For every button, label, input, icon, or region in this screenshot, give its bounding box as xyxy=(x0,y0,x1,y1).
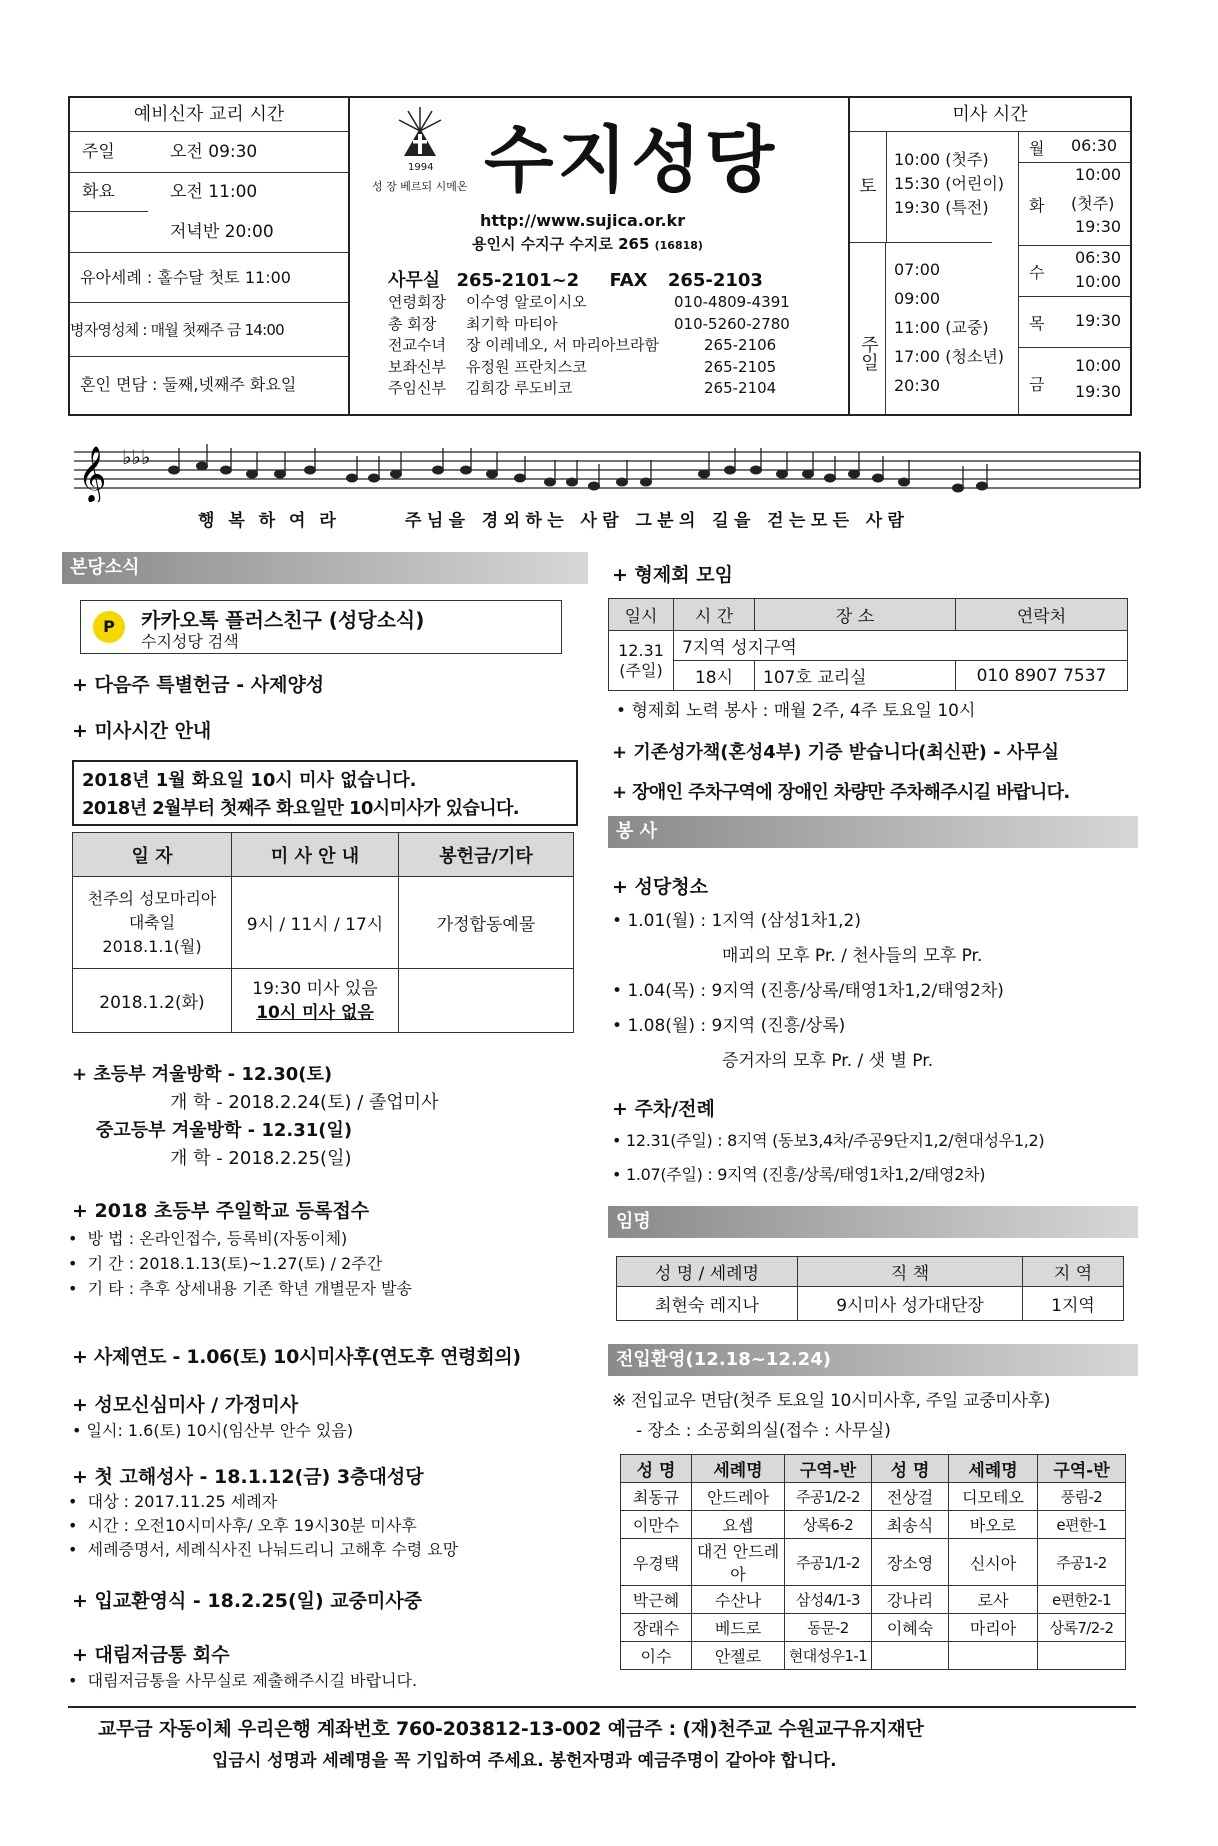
table-row: 18시 107호 교리실 010 8907 7537 xyxy=(609,661,1128,691)
note-head xyxy=(751,466,762,474)
list-item: • 방 법 : 온라인접수, 등록비(자동이체) xyxy=(68,1229,348,1248)
contact-row: 주임신부 김희강 루도비코 265-2104 xyxy=(388,379,777,397)
table-cell: 전상걸 xyxy=(872,1483,949,1511)
table-row xyxy=(621,1483,1126,1511)
table-row xyxy=(621,1586,1126,1614)
brotherhood-table xyxy=(608,598,1128,691)
table-row: 천주의 성모마리아 대축일 2018.1.1(월) 9시 / 11시 / 17시 가정합동예물 xyxy=(73,877,574,969)
weekday-row: 화 10:00 (첫주) 19:30 xyxy=(1019,163,1131,246)
weekday-row: 금 10:00 19:30 xyxy=(1029,356,1122,401)
heart-mass-bullet: • 일시: 1.6(토) 10시(임산부 안수 있음) xyxy=(72,1421,354,1440)
svg-text:♭♭♭: ♭♭♭ xyxy=(122,445,151,469)
contact-row: 전교수녀 장 이레네오, 서 마리아브라함 265-2106 xyxy=(388,336,777,354)
table-cell: 디모테오 xyxy=(949,1483,1038,1511)
sunday-school-list xyxy=(68,1226,412,1301)
infant-baptism: 유아세례 : 홀수달 첫토 11:00 xyxy=(70,253,348,303)
note-head xyxy=(641,478,652,486)
table-cell: 주공1-2 xyxy=(1038,1539,1126,1586)
table-header-row: 성 명 세례명 구역-반 성 명 세례명 구역-반 xyxy=(621,1455,1126,1483)
table-cell: 장소영 xyxy=(872,1539,949,1586)
table-header-row: 성 명 / 세례명 직 책 지 역 xyxy=(617,1257,1124,1287)
weekday-row: 수 06:30 10:00 xyxy=(1019,246,1131,297)
table-cell: 최동규 xyxy=(621,1483,692,1511)
list-item: • 대상 : 2017.11.25 세례자 xyxy=(68,1492,278,1511)
parking-liturgy-list xyxy=(612,1124,1044,1192)
header-box xyxy=(68,96,1132,416)
table-cell: 강나리 xyxy=(872,1586,949,1614)
table-row: 최현숙 레지나 9시미사 성가대단장 1지역 xyxy=(617,1287,1124,1321)
note-head xyxy=(169,466,180,474)
confession-title: + 첫 고해성사 - 18.1.12(금) 3층대성당 xyxy=(72,1466,424,1488)
note-head xyxy=(391,470,402,478)
table-cell: 이수 xyxy=(621,1642,692,1670)
table-cell: 이혜숙 xyxy=(872,1614,949,1642)
table-cell: 마리아 xyxy=(949,1614,1038,1642)
logo-year: 1994 xyxy=(408,162,434,173)
table-cell: 최송식 xyxy=(872,1511,949,1539)
list-item: • 기 간 : 2018.1.13(토)~1.27(토) / 2주간 xyxy=(68,1254,383,1273)
table-cell: 로사 xyxy=(949,1586,1038,1614)
table-row xyxy=(621,1614,1126,1642)
kakao-plus-icon: P xyxy=(93,611,125,643)
logo-caption: 성 장 베르되 시메온 xyxy=(372,180,468,193)
mass-schedule-table xyxy=(72,832,574,1033)
table-row xyxy=(621,1642,1126,1670)
weekday-row: 목 19:30 xyxy=(1019,297,1131,348)
marriage-consult: 혼인 면담 : 둘째,넷째주 화요일 xyxy=(80,375,297,394)
table-cell: 이만수 xyxy=(621,1511,692,1539)
table-cell: 수산나 xyxy=(692,1586,785,1614)
winter-line-3: 중고등부 겨울방학 - 12.31(일) xyxy=(96,1120,353,1141)
note-head xyxy=(275,470,286,478)
note-head xyxy=(699,470,710,478)
note-head xyxy=(825,474,836,482)
disabled-parking: + 장애인 주차구역에 장애인 차량만 주차해주시길 바랍니다. xyxy=(612,782,1070,803)
welcome-note-2: - 장소 : 소공회의실(접수 : 사무실) xyxy=(636,1421,891,1441)
winter-line-1: + 초등부 겨울방학 - 12.30(토) xyxy=(72,1064,333,1085)
table-cell: 삼성4/1-3 xyxy=(785,1586,872,1614)
contact-row: 보좌신부 유정원 프란치스코 265-2105 xyxy=(388,357,777,376)
cleaning-list xyxy=(612,904,1004,1079)
note-head xyxy=(777,470,788,478)
priest-year: + 사제연도 - 1.06(토) 10시미사후(연도후 연령회의) xyxy=(72,1346,521,1368)
table-cell: e편한-1 xyxy=(1038,1511,1126,1539)
note-head xyxy=(369,474,380,482)
sick-communion: 병자영성체 : 매월 첫째주 금 14:00 xyxy=(70,304,348,357)
cleaning-title: + 성당청소 xyxy=(612,876,708,898)
note-head xyxy=(221,466,232,474)
table-cell: 안드레아 xyxy=(692,1483,785,1511)
sunday-school-title: + 2018 초등부 주일학교 등록접수 xyxy=(72,1200,370,1222)
list-item: • 기 타 : 추후 상세내용 기존 학년 개별문자 발송 xyxy=(68,1279,412,1298)
music-staff xyxy=(74,440,1144,502)
note-head xyxy=(347,474,358,482)
mass-guide-title: + 미사시간 안내 xyxy=(72,720,212,742)
sunday-label: 주일 xyxy=(850,243,886,414)
parish-address: 용인시 수지구 수지로 265 (16818) xyxy=(472,235,703,253)
saturday-label: 토 xyxy=(850,132,887,243)
winter-line-4: 개 학 - 2018.2.25(일) xyxy=(170,1148,352,1169)
welcome-table xyxy=(620,1454,1126,1670)
catechism-panel xyxy=(70,98,350,414)
appointment-table xyxy=(616,1256,1124,1321)
table-cell: e편한2-1 xyxy=(1038,1586,1126,1614)
saturday-times: 10:00 (첫주) 15:30 (어린이) 19:30 (특전) xyxy=(894,150,1005,217)
entrance-ceremony: + 입교환영식 - 18.2.25(일) 교중미사중 xyxy=(72,1590,423,1612)
mass-notice-box xyxy=(72,760,578,826)
table-header-row: 일시 시 간 장 소 연락처 xyxy=(609,599,1128,631)
table-cell: 박근혜 xyxy=(621,1586,692,1614)
section-parish-news: 본당소식 xyxy=(62,552,588,584)
kakao-box[interactable] xyxy=(80,600,562,654)
section-service: 봉 사 xyxy=(608,816,1138,848)
table-cell: 상록6-2 xyxy=(785,1511,872,1539)
table-row xyxy=(621,1511,1126,1539)
note-head xyxy=(247,470,258,478)
footer-rule xyxy=(68,1706,1136,1708)
list-item: 매괴의 모후 Pr. / 천사들의 모후 Pr. xyxy=(722,946,983,966)
note-head xyxy=(953,484,964,492)
section-appointment: 임명 xyxy=(608,1206,1138,1238)
mass-title: 미사 시간 xyxy=(850,98,1130,132)
parking-liturgy-title: + 주차/전례 xyxy=(612,1098,715,1120)
note-head xyxy=(589,482,600,490)
table-cell: 안젤로 xyxy=(692,1642,785,1670)
note-head xyxy=(849,470,860,478)
contact-row: 총 회장 최기학 마티아 010-5260-2780 xyxy=(388,314,790,333)
office-phone: 사무실 265-2101~2 FAX 265-2103 xyxy=(388,270,763,291)
table-header-row: 일 자 미 사 안 내 봉헌금/기타 xyxy=(73,833,574,877)
confession-list xyxy=(68,1490,458,1562)
note-head xyxy=(461,466,472,474)
lyrics-right: 주님을 경외하는 사람 그분의 길을 걷는모든 사람 xyxy=(405,511,910,531)
list-item: 증거자의 모후 Pr. / 샛 별 Pr. xyxy=(722,1051,934,1071)
table-cell: 상록7/2-2 xyxy=(1038,1614,1126,1642)
table-cell: 동문-2 xyxy=(785,1614,872,1642)
catechism-row: 화요 오전 11:00 xyxy=(82,182,258,202)
note-head xyxy=(803,470,814,478)
table-cell xyxy=(1038,1642,1126,1670)
note-head xyxy=(545,478,556,486)
list-item: • 1.07(주일) : 9지역 (진흥/상록/태영1차1,2/태영2차) xyxy=(612,1165,986,1184)
weekday-row: 월 06:30 xyxy=(1019,132,1131,163)
winter-line-2: 개 학 - 2018.2.24(토) / 졸업미사 xyxy=(170,1092,439,1113)
contact-list xyxy=(388,292,838,400)
footer-account: 교무금 자동이체 우리은행 계좌번호 760-203812-13-002 예금주 : (재)천주교 수원교구유지재단 xyxy=(98,1718,924,1740)
list-item: • 1.04(목) : 9지역 (진흥/상록/태영1차1,2/태영2차) xyxy=(612,981,1004,1001)
table-cell: 베드로 xyxy=(692,1614,785,1642)
note-head xyxy=(305,466,316,474)
catechism-title: 예비신자 교리 시간 xyxy=(70,98,348,132)
table-cell xyxy=(872,1642,949,1670)
advent-bullet: • 대림저금통을 사무실로 제출해주시길 바랍니다. xyxy=(68,1671,418,1690)
list-item: • 세례증명서, 세례식사진 나눠드리니 고해후 수령 요망 xyxy=(68,1540,459,1559)
table-row: 12.31 (주일) 7지역 성지구역 xyxy=(609,631,1128,661)
list-item: • 12.31(주일) : 8지역 (동보3,4차/주공9단지1,2/현대성우1,2) xyxy=(612,1131,1045,1150)
treble-clef-icon: 𝄞 xyxy=(78,446,107,502)
brotherhood-title: + 형제회 모임 xyxy=(612,564,733,586)
kakao-title: 카카오톡 플러스친구 (성당소식) xyxy=(141,608,425,632)
note-head xyxy=(515,474,526,482)
brotherhood-note: • 형제회 노력 봉사 : 매월 2주, 4주 토요일 10시 xyxy=(616,701,976,721)
note-head xyxy=(567,478,578,486)
list-item: • 1.01(월) : 1지역 (삼성1차1,2) xyxy=(612,911,861,931)
hymnal-donation: + 기존성가책(혼성4부) 기증 받습니다(최신판) - 사무실 xyxy=(612,742,1060,763)
notice-line-1: 2018년 1월 화요일 10시 미사 없습니다. xyxy=(82,770,417,791)
footer-instruction: 입금시 성명과 세례명을 꼭 기입하여 주세요. 봉헌자명과 예금주명이 같아야 합니다. xyxy=(212,1751,837,1771)
welcome-note-1: ※ 전입교우 면담(첫주 토요일 10시미사후, 주일 교중미사후) xyxy=(612,1391,1051,1411)
lyrics-left: 행 복 하 여 라 xyxy=(198,511,340,531)
church-logo-icon xyxy=(390,104,450,158)
table-row: 2018.1.2(화) 19:30 미사 있음 10시 미사 없음 xyxy=(73,969,574,1033)
section-welcome: 전입환영(12.18~12.24) xyxy=(608,1344,1138,1376)
heart-mass-title: + 성모신심미사 / 가정미사 xyxy=(72,1394,299,1416)
parish-url[interactable]: http://www.sujica.or.kr xyxy=(480,211,686,230)
weekday-times xyxy=(1018,132,1131,414)
contact-row: 연령회장 이수영 알로이시오 010-4809-4391 xyxy=(388,293,790,311)
table-cell: 요셉 xyxy=(692,1511,785,1539)
list-item: • 1.08(월) : 9지역 (진흥/상록) xyxy=(612,1016,846,1036)
table-cell: 신시아 xyxy=(949,1539,1038,1586)
parish-info xyxy=(360,98,850,414)
note-head xyxy=(197,462,208,470)
catechism-row: 주일 오전 09:30 xyxy=(70,132,348,173)
parish-name: 수지성당 xyxy=(484,118,779,202)
list-item: • 시간 : 오전10시미사후/ 오후 19시30분 미사후 xyxy=(68,1516,417,1535)
note-head xyxy=(977,482,988,490)
note-head xyxy=(899,478,910,486)
table-cell: 대건 안드레아 xyxy=(692,1539,785,1586)
table-row xyxy=(621,1539,1126,1586)
table-cell xyxy=(949,1642,1038,1670)
table-cell: 장래수 xyxy=(621,1614,692,1642)
kakao-sub: 수지성당 검색 xyxy=(141,632,239,651)
table-cell: 주공1/1-2 xyxy=(785,1539,872,1586)
note-head xyxy=(725,466,736,474)
table-cell: 풍림-2 xyxy=(1038,1483,1126,1511)
special-offering: + 다음주 특별헌금 - 사제양성 xyxy=(72,674,325,696)
sunday-times: 07:00 09:00 11:00 (교중) 17:00 (청소년) 20:30 xyxy=(894,260,1005,395)
notice-line-2: 2018년 2월부터 첫째주 화요일만 10시미사가 있습니다. xyxy=(82,798,520,819)
note-head xyxy=(617,478,628,486)
note-head xyxy=(873,474,884,482)
table-cell: 바오로 xyxy=(949,1511,1038,1539)
catechism-row: 저녁반 20:00 xyxy=(70,212,348,253)
note-head xyxy=(433,466,444,474)
table-cell: 주공1/2-2 xyxy=(785,1483,872,1511)
advent-title: + 대림저금통 회수 xyxy=(72,1644,230,1666)
mass-times-panel xyxy=(848,98,1130,414)
table-cell: 우경택 xyxy=(621,1539,692,1586)
table-cell: 현대성우1-1 xyxy=(785,1642,872,1670)
note-head xyxy=(487,470,498,478)
